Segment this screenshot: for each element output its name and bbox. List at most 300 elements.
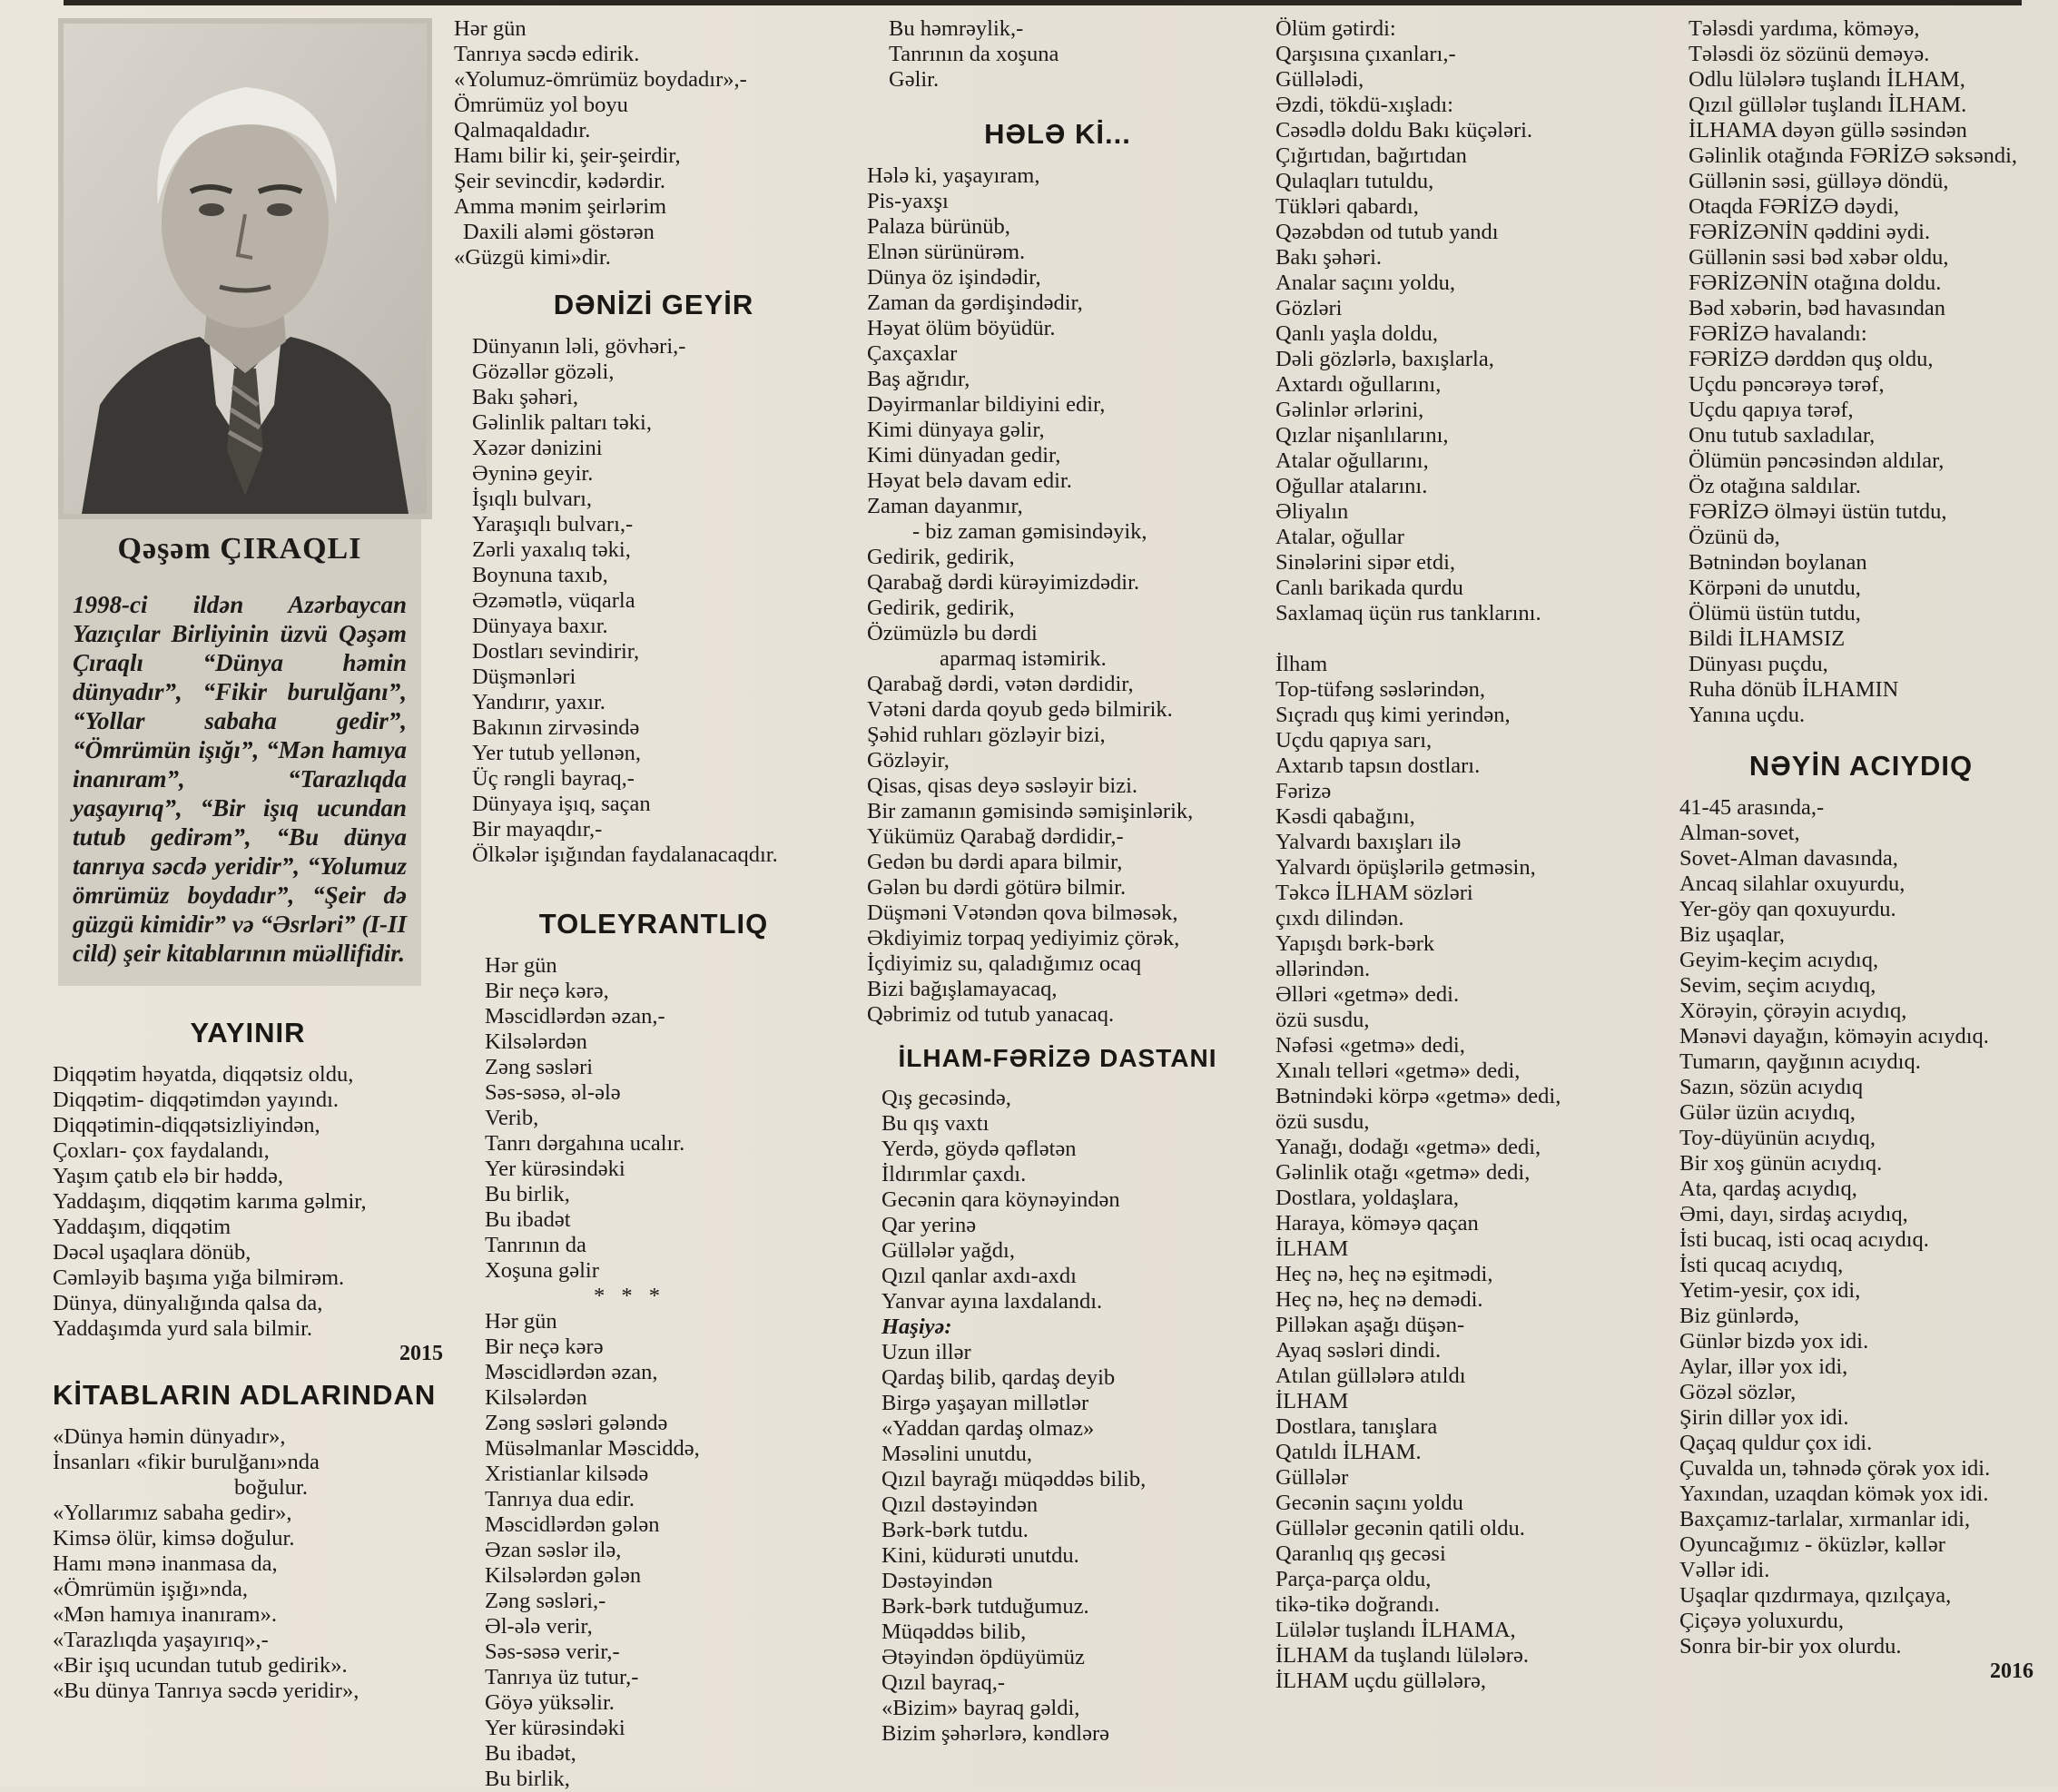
poem-line: Bizim şəhərlərə, kəndlərə <box>881 1721 1110 1746</box>
poem-line: «Güzgü kimi»dir. <box>454 245 611 270</box>
poem-line: Fərizə <box>1275 779 1332 803</box>
poem-line: Bir mayaqdır,- <box>472 817 603 842</box>
poem-line: Öz otağına saldılar. <box>1689 474 1861 498</box>
poem-line: Çaxçaxlar <box>867 341 958 366</box>
poem-line: FƏRİZƏ dərddən quş oldu, <box>1689 347 1934 371</box>
poem-line: Gəlinlik otağı «getmə» dedi, <box>1275 1160 1531 1185</box>
poem-line: Cəsədlə doldu Bakı küçələri. <box>1275 118 1533 143</box>
poem-line: Bir neçə kərə, <box>485 979 609 1003</box>
poem-yayinir <box>53 1062 443 1342</box>
poem-line: Gözəllər gözəli, <box>472 359 615 384</box>
poem-line: çıxdı dilindən. <box>1275 906 1404 930</box>
poem-line: İsti bucaq, isti ocaq acıydıq. <box>1679 1227 1929 1252</box>
poem-line: Gəlinlik paltarı təki, <box>472 410 652 435</box>
poem-line: Ölümü üstün tutdu, <box>1689 601 1861 625</box>
poem-line: Məscidlərdən əzan, <box>485 1360 658 1384</box>
poem-line: Yalvardı öpüşlərilə getməsin, <box>1275 855 1536 880</box>
poem-line: Hələ ki, yaşayıram, <box>867 163 1040 188</box>
poem-line: Qəzəbdən od tutub yandı <box>1275 220 1499 244</box>
poem-line: Dəstəyindən <box>881 1569 993 1593</box>
poem-line: Uzun illər <box>881 1340 971 1364</box>
poem-line: Bildi İLHAMSIZ <box>1689 626 1846 651</box>
poem-line: «Yolumuz-ömrümüz boydadır»,- <box>454 67 747 92</box>
poem-line: Baş ağrıdır, <box>867 367 970 391</box>
poem-line: Ölüm gətirdi: <box>1275 16 1396 41</box>
poem-line: Qardaş bilib, qardaş deyib <box>881 1365 1116 1390</box>
poem-line: Dəcəl uşaqlara dönüb, <box>53 1240 251 1265</box>
poem-line: Bu birlik, <box>485 1767 570 1791</box>
poem-line: Zəng səsləri <box>485 1055 594 1079</box>
poem-line: Müsəlmanlar Məsciddə, <box>485 1436 700 1461</box>
poem-line: Hamı mənə inanmasa da, <box>53 1551 278 1576</box>
column-2 <box>454 16 853 1792</box>
column-5 <box>1679 16 2043 1684</box>
poem-line: Bərk-bərk tutduğumuz. <box>881 1594 1089 1619</box>
poem-line: «Dünya həmin dünyadır», <box>53 1424 286 1449</box>
poem-line: Tükləri qabardı, <box>1275 194 1419 219</box>
poem-line: Atılan güllələrə atıldı <box>1275 1364 1466 1388</box>
poem-line: «Mən hamıya inanıram». <box>53 1602 277 1627</box>
poem-line: Kimi dünyaya gəlir, <box>867 418 1045 442</box>
poem-line: Təkcə İLHAM sözləri <box>1275 881 1473 905</box>
poem-line: Diqqətimin-diqqətsizliyindən, <box>53 1113 320 1137</box>
poem-line: Ata, qardaş acıydıq, <box>1679 1177 1857 1201</box>
poem-line: Qızıl bayraq,- <box>881 1670 1006 1695</box>
poem-line: «Ömrümün işığı»nda, <box>53 1577 249 1601</box>
poem-line: özü susdu, <box>1275 1008 1370 1032</box>
poem-line: Özümüzlə bu dərdi <box>867 621 1038 645</box>
poem-line: Qaçaq quldur çox idi. <box>1679 1431 1873 1455</box>
poem-line: Yapışdı bərk-bərk <box>1275 931 1435 956</box>
poem-line: Qarabağ dərdi kürəyimizdədir. <box>867 570 1140 595</box>
poem-line: Lülələr tuşlandı İLHAMA, <box>1275 1618 1516 1642</box>
poem-line: Gəlinlər ərlərini, <box>1275 398 1424 422</box>
poem-line: Gözləri <box>1275 296 1343 320</box>
poem-line: Pis-yaxşı <box>867 189 949 213</box>
poem-line: Əzdi, tökdü-xışladı: <box>1275 93 1453 117</box>
poem-line: Qış gecəsində, <box>881 1086 1011 1110</box>
poem-line: Körpəni də unutdu, <box>1689 576 1861 600</box>
poem-line: Yerdə, göydə qəflətən <box>881 1137 1077 1161</box>
poem-line: Uçdu qapıya tərəf, <box>1689 398 1854 422</box>
poem-line: Əyninə geyir. <box>472 461 594 486</box>
poem-line: Yanağı, dodağı «getmə» dedi, <box>1275 1135 1541 1159</box>
column-4 <box>1275 16 1675 1694</box>
poem-line: Günlər bizdə yox idi. <box>1679 1329 1869 1354</box>
poem-line: Dünyanın ləli, gövhəri,- <box>472 334 686 359</box>
poem-line: Qarşısına çıxanları,- <box>1275 42 1456 66</box>
poem-line: Gedirik, gedirik, <box>867 596 1015 620</box>
poem-line: Tələsdi yardıma, köməyə, <box>1689 16 1920 41</box>
poem-line: Sevim, seçim acıydıq, <box>1679 973 1876 998</box>
poem-line: Çığırtıdan, bağırtıdan <box>1275 143 1467 168</box>
poem-line: Gedirik, gedirik, <box>867 545 1015 569</box>
poem-line: Güllənin səsi bəd xəbər oldu, <box>1689 245 1949 270</box>
poem-year-2016: 2016 <box>1990 1659 2033 1683</box>
poem-line: Odlu lülələrə tuşlandı İLHAM, <box>1689 67 1965 92</box>
poem-title-neyin: NƏYİN ACIYDIQ <box>1748 750 1974 782</box>
poem-line: Gecənin saçını yoldu <box>1275 1491 1463 1515</box>
poem-line: Xristianlar kilsədə <box>485 1462 649 1486</box>
poem-line: Yer tutub yellənən, <box>472 741 641 765</box>
poem-line: Göyə yüksəlir. <box>485 1690 615 1715</box>
poem-line: Onu tutub saxladılar, <box>1689 423 1876 448</box>
poem-line: «Tarazlıqda yaşayırıq»,- <box>53 1628 269 1652</box>
poem-line: tikə-tikə doğrandı. <box>1275 1592 1440 1617</box>
poem-line: FƏRİZƏ havalandı: <box>1689 321 1867 346</box>
poem-line: Uşaqlar qızdırmaya, qızılçaya, <box>1679 1583 1952 1608</box>
top-rule <box>64 0 2022 5</box>
poem-line: Bu ibadət, <box>485 1741 576 1766</box>
poem-line: Dünyaya baxır. <box>472 614 608 638</box>
poem-line: «Bizim» bayraq gəldi, <box>881 1696 1080 1720</box>
poem-line: Düşmənləri <box>472 665 576 689</box>
poem-line: Özünü də, <box>1689 525 1780 549</box>
poem-line: Gecənin qara köynəyindən <box>881 1187 1120 1212</box>
poem-line: FƏRİZƏNİN qəddini əydi. <box>1689 220 1931 244</box>
poem-line: Bu birlik, <box>485 1182 570 1206</box>
poem-line: Heç nə, heç nə eşitmədi, <box>1275 1262 1493 1286</box>
poem-line: Oğullar atalarını. <box>1275 474 1428 498</box>
poem-line: Tanrıya səcdə edirik. <box>454 42 640 66</box>
poem-line: Bir xoş günün acıydıq. <box>1679 1151 1883 1176</box>
poem-line: İLHAMA dəyən güllə səsindən <box>1689 118 1967 143</box>
poem-line: Həyat belə davam edir. <box>867 468 1072 493</box>
poem-line: Məscidlərdən gələn <box>485 1512 660 1537</box>
poem-line: Bu ibadət <box>485 1207 571 1232</box>
poem-line: Heç nə, heç nə demədi. <box>1275 1287 1483 1312</box>
poem-line: Gedən bu dərdi apara bilmir, <box>867 850 1123 874</box>
poem-line: Hamı bilir ki, şeir-şeirdir, <box>454 143 681 168</box>
poem-title-yayinir: YAYINIR <box>190 1017 306 1049</box>
poem-line: Ölümün pəncəsindən aldılar, <box>1689 448 1945 473</box>
poem-line: Güllələr yağdı, <box>881 1238 1015 1263</box>
poem-line: Bu qış vaxtı <box>881 1111 990 1136</box>
poem-line: Tumarın, qayğının acıydıq. <box>1679 1049 1921 1074</box>
poem-dastan-part2 <box>867 1340 1248 1747</box>
poem-title-dastan: İLHAM-FƏRİZƏ DASTANI <box>898 1044 1217 1072</box>
poem-line: Kini, küdurəti unutdu. <box>881 1543 1079 1568</box>
poem-line: Bizi bağışlamayacaq, <box>867 977 1058 1001</box>
poem-line: Sonra bir-bir yox olurdu. <box>1679 1634 1902 1659</box>
poem-line: Amma mənim şeirlərim <box>454 194 667 219</box>
poem-toleyrantliq-part1 <box>454 953 853 1284</box>
poem-line: Elnən sürünürəm. <box>867 240 1026 264</box>
poem-line: Qarabağ dərdi, vətən dərdidir, <box>867 672 1134 696</box>
poem-line: Bakının zirvəsində <box>472 715 640 740</box>
poem-title-hele: HƏLƏ Kİ... <box>984 118 1131 150</box>
poem-line: Axtarıb tapsın dostları. <box>1275 753 1481 778</box>
poem-line: Daxili aləmi göstərən <box>463 220 655 244</box>
poem-line: Uçdu qapıya sarı, <box>1275 728 1433 753</box>
poem-hele <box>867 163 1248 1028</box>
poem-line: Uçdu pəncərəyə tərəf, <box>1689 372 1885 397</box>
poem-line: Kəsdi qabağını, <box>1275 804 1415 829</box>
poem-line: Bətnindən boylanan <box>1689 550 1867 575</box>
poem-line: «Yollarımız sabaha gedir», <box>53 1501 292 1525</box>
poem-line: Çoxları- çox faydalandı, <box>53 1138 270 1163</box>
author-photo <box>58 18 432 519</box>
poem-line: Bu həmrəylik,- <box>889 16 1024 41</box>
poem-line: Biz günlərdə, <box>1679 1304 1799 1328</box>
poem-line: Canlı barikada qurdu <box>1275 576 1463 600</box>
poem-line: Şəhid ruhları gözləyir bizi, <box>867 723 1106 747</box>
poem-line: Çiçəyə yoluxurdu, <box>1679 1609 1844 1633</box>
poem-line: Diqqətim- diqqətimdən yayındı. <box>53 1088 340 1112</box>
poem-line: «Yaddan qardaş olmaz» <box>881 1416 1095 1441</box>
poem-line: Zaman da gərdişindədir, <box>867 290 1083 315</box>
poem-line: FƏRİZƏNİN otağına doldu. <box>1689 271 1942 295</box>
poem-line: Gəlinlik otağında FƏRİZƏ səksəndi, <box>1689 143 2018 168</box>
poem-line: İldırımlar çaxdı. <box>881 1162 1027 1186</box>
poem-line: Gözləyir, <box>867 748 950 773</box>
poem-line: İçdiyimiz su, qaladığımız ocaq <box>867 951 1142 976</box>
poem-line: Tanrının da <box>485 1233 586 1257</box>
poem-denizi <box>454 334 853 868</box>
column-3 <box>867 16 1248 1747</box>
poem-line: Kimi dünyadan gedir, <box>867 443 1061 468</box>
poem-line: Nəfəsi «getmə» dedi, <box>1275 1033 1465 1058</box>
poem-line: Əl-ələ verir, <box>485 1614 593 1639</box>
poem-line: Dəyirmanlar bildiyini edir, <box>867 392 1106 417</box>
poem-line: Əliyalın <box>1275 499 1349 524</box>
poem-line: İLHAM <box>1275 1236 1349 1261</box>
column-1 <box>53 18 443 1704</box>
poem-line: Dünyaya işıq, saçan <box>472 792 651 816</box>
poem-toleyrantliq-part3 <box>867 16 1248 93</box>
poem-neyin <box>1679 795 2043 1659</box>
poem-line: Çuvalda un, təhnədə çörək yox idi. <box>1679 1456 1991 1481</box>
poem-line: - biz zaman gəmisindəyik, <box>912 519 1147 544</box>
hasiye-row <box>867 1314 1248 1340</box>
poem-line: Güllələr <box>1275 1465 1349 1490</box>
poem-line: Aylar, illər yox idi, <box>1679 1354 1848 1379</box>
poem-line: İsti qucaq acıydıq, <box>1679 1253 1844 1277</box>
poem-line: Ömrümüz yol boyu <box>454 93 628 117</box>
poem-line: Xörəyin, çörəyin acıydıq, <box>1679 999 1907 1023</box>
poem-line: Kimsə ölür, kimsə doğulur. <box>53 1526 295 1551</box>
poem-line: Sıçradı quş kimi yerindən, <box>1275 703 1511 727</box>
poem-line: 41-45 arasında,- <box>1679 795 1825 820</box>
poem-line: Bəd xəbərin, bəd havasından <box>1689 296 1946 320</box>
poem-line: Kilsələrdən <box>485 1029 587 1054</box>
poem-line: Analar saçını yoldu, <box>1275 271 1455 295</box>
poem-line: Bir neçə kərə <box>485 1334 604 1359</box>
poem-line: Düşməni Vətəndən qova bilməsək, <box>867 901 1178 925</box>
poem-line: Güllələdi, <box>1275 67 1364 92</box>
poem-line: Yaddaşımda yurd sala bilmir. <box>53 1316 313 1341</box>
poem-line: Gəlir. <box>889 67 940 92</box>
poem-line: Dostlara, yoldaşlara, <box>1275 1186 1460 1210</box>
poem-line: Verib, <box>485 1106 539 1130</box>
poem-line: Gülər üzün acıydıq, <box>1679 1100 1856 1125</box>
poem-dastan-part3 <box>1275 16 1675 626</box>
poem-line: «Bu dünya Tanrıya səcdə yeridir», <box>53 1679 359 1703</box>
poem-line: Xınalı telləri «getmə» dedi, <box>1275 1058 1521 1083</box>
poem-line: Zaman dayanmır, <box>867 494 1023 518</box>
poem-line: Yanvar ayına laxdalandı. <box>881 1289 1103 1314</box>
poem-line: Cəmləyib başıma yığa bilmirəm. <box>53 1265 345 1290</box>
poem-line: Səs-səsə verir,- <box>485 1639 620 1664</box>
poem-line: Əlləri «getmə» dedi. <box>1275 982 1460 1007</box>
poem-line: Yaddaşım, diqqətim <box>53 1215 231 1239</box>
poem-line: Qanlı yaşla doldu, <box>1275 321 1438 346</box>
poem-line: Yükümüz Qarabağ dərdidir,- <box>867 824 1124 849</box>
poem-line: Tələsdi öz sözünü deməyə. <box>1689 42 1930 66</box>
poem-line: Yandırır, yaxır. <box>472 690 606 714</box>
poem-line: Tanrının da xoşuna <box>889 42 1059 66</box>
poem-line: Baxçamız-tarlalar, xırmanlar idi, <box>1679 1507 1971 1531</box>
author-bio: 1998-ci ildən Azərbaycan Yazıçılar Birliyinin üzvü Qəşəm Çıraqlı “Dünya həmin dünyadır”, “Fikir burulğanı”, “Yollar sabaha gedir”, “Ömrümün işığı”, “Mən hamıya inanıram”, “Tarazlıqda yaşayırıq”, “Bir işıq ucundan tutub gedirəm”, “Bu dünya tanrıya səcdə yeridir”, “Yolumuz ömrümüz boydadır”, “Şeir də güzgü kimidir” və “Əsrləri” (I-II cild) şeir kitablarının müəllifidir. <box>73 591 407 967</box>
poem-line: Güllələr gecənin qatili oldu. <box>1275 1516 1525 1541</box>
poem-line: Zərli yaxalıq təki, <box>472 537 631 562</box>
poem-line: Biz uşaqlar, <box>1679 922 1786 947</box>
poem-line: Bakı şəhəri. <box>1275 245 1383 270</box>
poem-line: Dünya öz işindədir, <box>867 265 1041 290</box>
poem-line: Yaşım çatıb elə bir həddə, <box>53 1164 284 1188</box>
poem-line: Dostları sevindirir, <box>472 639 640 664</box>
poem-dastan-part5 <box>1679 16 2043 728</box>
poem-line: Bir zamanın gəmisində səmişinlərik, <box>867 799 1194 823</box>
poem-line: Saxlamaq üçün rus tanklarını. <box>1275 601 1541 625</box>
poem-line: Parça-parça oldu, <box>1275 1567 1432 1591</box>
poem-line: Şeir sevincdir, kədərdir. <box>454 169 666 193</box>
poem-line: Yetim-yesir, çox idi, <box>1679 1278 1861 1303</box>
poem-line: Üç rəngli bayraq,- <box>472 766 635 791</box>
poem-line: Tanrıya üz tutur,- <box>485 1665 639 1689</box>
poem-line: Qızlar nişanlılarını, <box>1275 423 1449 448</box>
poem-line: Əkdiyimiz torpaq yediyimiz çörək, <box>867 926 1180 950</box>
poem-line: Diqqətim həyatda, diqqətsiz oldu, <box>53 1062 354 1087</box>
poem-line: Gözəl sözlər, <box>1679 1380 1797 1404</box>
poem-line: FƏRİZƏ ölməyi üstün tutdu, <box>1689 499 1947 524</box>
poem-line: Qulaqları tutuldu, <box>1275 169 1434 193</box>
poem-line: Yer kürəsindəki <box>485 1716 625 1740</box>
poem-line: Hər gün <box>485 1309 557 1334</box>
poem-line: Sazın, sözün acıydıq <box>1679 1075 1864 1099</box>
poem-line: Müqəddəs bilib, <box>881 1620 1027 1644</box>
poem-dastan-part1 <box>867 1086 1248 1314</box>
poem-title-kitablar: KİTABLARIN ADLARINDAN <box>53 1379 437 1411</box>
poem-line: aparmaq istəmirik. <box>940 646 1107 671</box>
poem-line: Tanrı dərgahına ucalır. <box>485 1131 685 1156</box>
poem-line: Kilsələrdən <box>485 1385 587 1410</box>
poem-line: Əzəmətlə, vüqarla <box>472 588 635 613</box>
poem-line: Bakı şəhəri, <box>472 385 579 409</box>
poem-line: İnsanları «fikir burulğanı»nda <box>53 1450 320 1474</box>
poem-line: Qar yerinə <box>881 1213 977 1237</box>
poem-line: Qızıl dəstəyindən <box>881 1492 1039 1517</box>
poem-line: Toy-düyünün acıydıq, <box>1679 1126 1876 1150</box>
poem-line: «Bir işıq ucundan tutub gedirik». <box>53 1653 348 1678</box>
poem-dastan-part4 <box>1275 652 1675 1694</box>
poem-line: Yaddaşım, diqqətim karıma gəlmir, <box>53 1189 367 1214</box>
poem-kitablar <box>53 1424 443 1704</box>
poem-line: Palaza bürünüb, <box>867 214 1010 239</box>
poem-line: Alman-sovet, <box>1679 821 1800 845</box>
portrait-image <box>64 24 427 514</box>
poem-line: Dostlara, tanışlara <box>1275 1414 1438 1439</box>
poem-line: İLHAM da tuşlandı lülələrə. <box>1275 1643 1529 1668</box>
hasiye-label: Haşiyə: <box>881 1314 952 1339</box>
poem-line: Dünyası puçdu, <box>1689 652 1828 676</box>
poem-line: Ayaq səsləri dindi. <box>1275 1338 1442 1363</box>
poem-line: Bərk-bərk tutdu. <box>881 1518 1029 1542</box>
poem-line: Hər gün <box>454 16 527 41</box>
poem-line: Xoşuna gəlir <box>485 1258 599 1283</box>
poem-line: Qalmaqaldadır. <box>454 118 591 143</box>
poem-line: Sovet-Alman davasında, <box>1679 846 1898 871</box>
poem-separator <box>454 1284 853 1309</box>
poem-line: boğulur. <box>234 1475 308 1500</box>
poem-line: Yaxından, uzaqdan kömək yox idi. <box>1679 1482 1989 1506</box>
poem-line: Qəbrimiz od tutub yanacaq. <box>867 1002 1115 1027</box>
spacer <box>1275 626 1675 652</box>
poem-line: İLHAM <box>1275 1389 1349 1413</box>
poem-line: Qatıldı İLHAM. <box>1275 1440 1422 1464</box>
poem-line: Məscidlərdən əzan,- <box>485 1004 665 1029</box>
poem-line: Bətnindəki körpə «getmə» dedi, <box>1275 1084 1561 1108</box>
poem-line: Qızıl bayrağı müqəddəs bilib, <box>881 1467 1147 1492</box>
poem-line: Qızıl qanlar axdı-axdı <box>881 1264 1077 1288</box>
poem-line: Məsəlini unutdu, <box>881 1442 1033 1466</box>
poem-line: Ölkələr işığından faydalanacaqdır. <box>472 842 778 867</box>
poem-line: Yaraşıqlı bulvarı,- <box>472 512 634 537</box>
poem-line: Dünya, dünyalığında qalsa da, <box>53 1291 323 1315</box>
poem-line: Yer-göy qan qoxuyurdu. <box>1679 897 1896 921</box>
poem-line: Qızıl güllələr tuşlandı İLHAM. <box>1689 93 1967 117</box>
poem-line: Oyuncağımız - öküzlər, kəllər <box>1679 1532 1945 1557</box>
poem-line: Səs-səsə, əl-ələ <box>485 1080 621 1105</box>
poem-line: Axtardı oğullarını, <box>1275 372 1442 397</box>
poem-line: Sinələrini sipər etdi, <box>1275 550 1455 575</box>
poem-line: Haraya, köməyə qaçan <box>1275 1211 1479 1236</box>
poem-line: Atalar oğullarını, <box>1275 448 1429 473</box>
poem-line: Yer kürəsindəki <box>485 1157 625 1181</box>
poem-line: İlham <box>1275 652 1328 676</box>
poem-toleyrantliq-part2 <box>454 1309 853 1792</box>
poem-line: Birgə yaşayan millətlər <box>881 1391 1089 1415</box>
poem-line: Ətəyindən öpdüyümüz <box>881 1645 1085 1669</box>
poem-title-denizi: DƏNİZİ GEYİR <box>553 289 754 320</box>
poem-line: Əmi, dayı, sirdaş acıydıq, <box>1679 1202 1908 1226</box>
poem-kitablar-continued <box>454 16 853 271</box>
poem-line: Top-tüfəng səslərindən, <box>1275 677 1485 702</box>
poem-year-2015: 2015 <box>399 1342 443 1365</box>
poem-line: Əzan səslər ilə, <box>485 1538 622 1562</box>
poem-line: Zəng səsləri gələndə <box>485 1411 668 1435</box>
poem-line: Qisas, qisas deyə səsləyir bizi. <box>867 773 1138 798</box>
author-box <box>58 519 421 986</box>
poem-line: Pilləkan aşağı düşən- <box>1275 1313 1465 1337</box>
poem-line: əllərindən. <box>1275 957 1371 981</box>
poem-line: İşıqlı bulvarı, <box>472 487 593 511</box>
poem-line: Boynuna taxıb, <box>472 563 608 587</box>
poem-line: Geyim-keçim acıydıq, <box>1679 948 1879 972</box>
poem-title-toleyrantliq: TOLEYRANTLIQ <box>538 908 769 940</box>
poem-line: Qaranlıq qış gecəsi <box>1275 1541 1446 1566</box>
poem-line: Şirin dillər yox idi. <box>1679 1405 1849 1430</box>
poem-line: Güllənin səsi, gülləyə döndü, <box>1689 169 1949 193</box>
poem-line: Ruha dönüb İLHAMIN <box>1689 677 1899 702</box>
stars-separator: * * * <box>594 1284 665 1308</box>
poem-line: Atalar, oğullar <box>1275 525 1404 549</box>
poem-line: Mənəvi dayağın, köməyin acıydıq. <box>1679 1024 1989 1049</box>
poem-line: Dəli gözlərlə, baxışlarla, <box>1275 347 1494 371</box>
poem-line: Həyat ölüm böyüdür. <box>867 316 1056 340</box>
poem-line: Ancaq silahlar oxuyurdu, <box>1679 871 1905 896</box>
author-name: Qəşəm ÇIRAQLI <box>117 532 362 566</box>
